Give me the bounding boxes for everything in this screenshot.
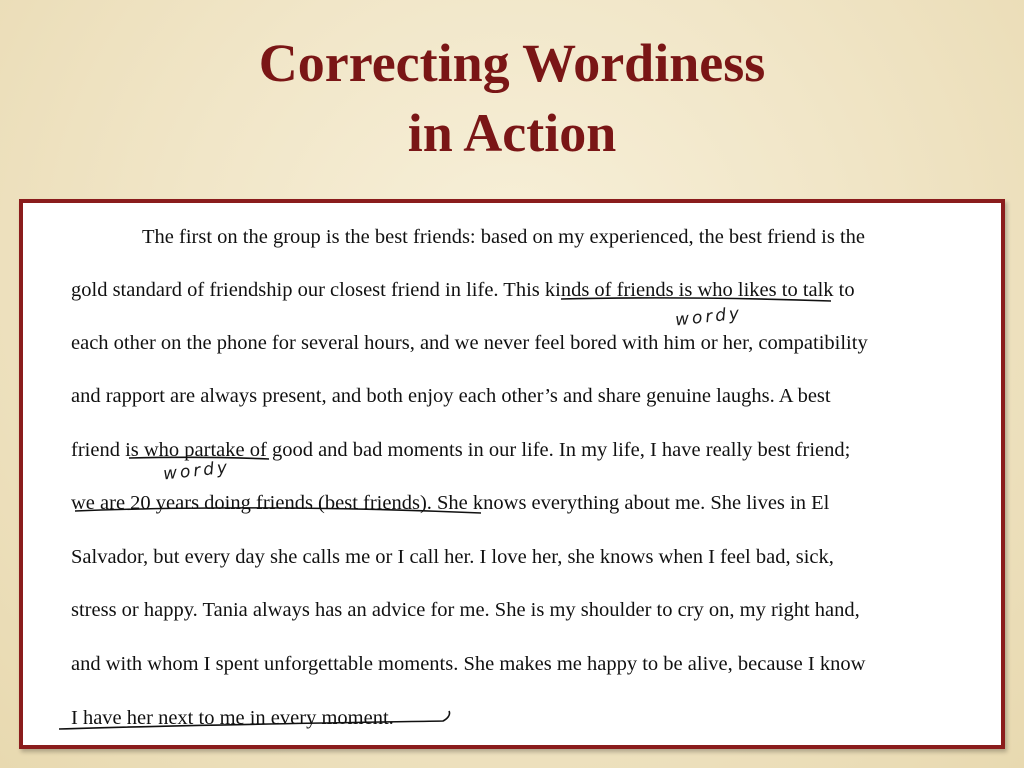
essay-line-2: gold standard of friendship our closest friend in life. This kinds of friends is who likes to talk to (71, 279, 855, 301)
underline-is-who-partake (129, 457, 269, 459)
wordy-annotation-2: wordy (162, 457, 232, 485)
underline-every-moment (59, 711, 450, 729)
essay-line-7: Salvador, but every day she calls me or I call her. I love her, she knows when I feel bad, sick, (71, 546, 834, 568)
essay-line-9: and with whom I spent unforgettable moments. She makes me happy to be alive, because I know (71, 653, 866, 675)
title-line-1: Correcting Wordiness (258, 33, 766, 93)
essay-line-8: stress or happy. Tania always has an advice for me. She is my shoulder to cry on, my right hand, (71, 599, 860, 621)
essay-line-3: each other on the phone for several hours, and we never feel bored with him or her, compatibility (71, 332, 868, 354)
essay-line-10: I have her next to me in every moment. (71, 707, 394, 729)
underline-this-kinds-of-friends (561, 298, 831, 301)
essay-line-5: friend is who partake of good and bad moments in our life. In my life, I have really best friend; (71, 439, 851, 461)
essay-line-6: we are 20 years doing friends (best friends). She knows everything about me. She lives in El (71, 492, 830, 514)
essay-line-1: The first on the group is the best friends: based on my experienced, the best friend is the (142, 226, 865, 248)
wordy-annotation-1: wordy (674, 303, 744, 331)
title-line-2: in Action (407, 103, 617, 163)
underline-we-are-20-years (75, 508, 481, 513)
essay-line-4: and rapport are always present, and both enjoy each other’s and share genuine laughs. A best (71, 385, 831, 407)
essay-document (19, 199, 1005, 749)
slide-title (0, 28, 1024, 168)
